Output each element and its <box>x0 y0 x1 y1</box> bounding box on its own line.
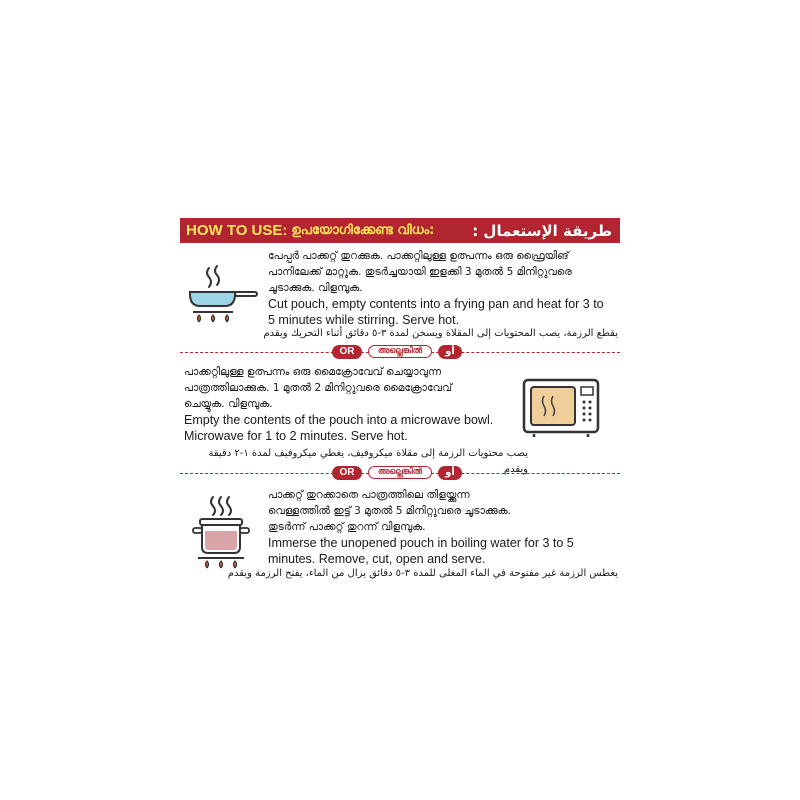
section-boiling-ar <box>200 566 618 582</box>
frying-en-line: Cut pouch, empty contents into a frying pan and heat for 3 to <box>268 297 604 311</box>
header-bar <box>180 218 620 243</box>
header-title-ml: ഉപയോഗിക്കേണ്ട വിധം: <box>291 223 435 238</box>
microwave-ml-line: ചെയ്യുക. വിളമ്പുക. <box>184 398 273 410</box>
section-frying-ar <box>200 326 618 342</box>
boiling-en-line: minutes. Remove, cut, open and serve. <box>268 552 486 566</box>
boiling-ml-line: പാക്കറ്റ് തുറക്കാതെ പാത്രത്തിലെ തിളയ്ക്കുന്ന <box>268 489 470 501</box>
frying-ml-line: പാനിലേക്ക് മാറ്റുക. തുടർച്ചയായി ഇളക്കി 3 മുതൽ 5 മിനിറ്റുവരെ <box>268 266 572 278</box>
or-separator <box>180 466 620 480</box>
frying-pan-icon <box>185 262 260 324</box>
boiling-ml-line: വെള്ളത്തിൽ ഇട്ട് 3 മുതൽ 5 മിനിറ്റുവരെ ചൂടാക്കുക. <box>268 505 512 517</box>
or-pill-ml: അല്ലെങ്കിൽ <box>368 345 432 358</box>
usage-instructions-panel <box>180 218 620 243</box>
microwave-ml-line: പാത്രത്തിലാക്കുക. 1 മുതൽ 2 മിനിറ്റുവരെ മൈക്രോവേവ് <box>184 382 452 394</box>
microwave-icon <box>522 378 600 438</box>
microwave-en-line: Empty the contents of the pouch into a microwave bowl. <box>184 413 494 427</box>
frying-ar-line: يقطع الرزمة، يصب المحتويات إلى المقلاة ويسخن لمدة ٣-٥ دقائق أثناء التحريك ويقدم <box>263 328 618 339</box>
or-pill: OR <box>332 466 362 480</box>
boiling-pot-icon <box>190 495 252 570</box>
or-separator <box>180 345 620 359</box>
or-pill: OR <box>332 345 362 359</box>
section-frying-text <box>268 248 618 328</box>
boiling-ml-line: തുടർന്ന് പാക്കറ്റ് തുറന്ന് വിളമ്പുക. <box>268 521 426 533</box>
boiling-en-line: Immerse the unopened pouch in boiling water for 3 to 5 <box>268 536 574 550</box>
frying-en-line: 5 minutes while stirring. Serve hot. <box>268 313 460 327</box>
or-pill-ar: أو <box>438 345 462 359</box>
or-pill-ml: അല്ലെങ്കിൽ <box>368 466 432 479</box>
section-boiling-text <box>268 487 618 567</box>
header-title-ar: طريقة الإستعمال : <box>472 221 612 240</box>
frying-ml-line: പേപ്പർ പാക്കറ്റ് തുറക്കുക. പാക്കറ്റിലുള്ള ഉത്പന്നം ഒരു ഫ്രൈയിങ് <box>268 250 569 262</box>
microwave-en-line: Microwave for 1 to 2 minutes. Serve hot. <box>184 429 408 443</box>
or-pill-ar: أو <box>438 466 462 480</box>
boiling-ar-line: يغطس الرزمة غير مفتوحة في الماء المغلى للمدة ٣-٥ دقائق يزال من الماء، يفتح الرزمة ويقدم <box>227 568 618 579</box>
frying-ml-line: ചൂടാക്കുക. വിളമ്പുക. <box>268 282 363 294</box>
microwave-ar-line: يصب محتويات الرزمة إلى مقلاة ميكروفيف، يغطي ميكروفيف لمدة ١-٢ دقيقة ويقدم <box>208 448 528 475</box>
microwave-ml-line: പാക്കറ്റിലുള്ള ഉത്പന്നം ഒരു മൈക്രോവേവ് ചെയ്യാവുന്ന <box>184 366 442 378</box>
section-microwave-text <box>184 364 524 444</box>
header-title-en: HOW TO USE: <box>186 222 288 239</box>
